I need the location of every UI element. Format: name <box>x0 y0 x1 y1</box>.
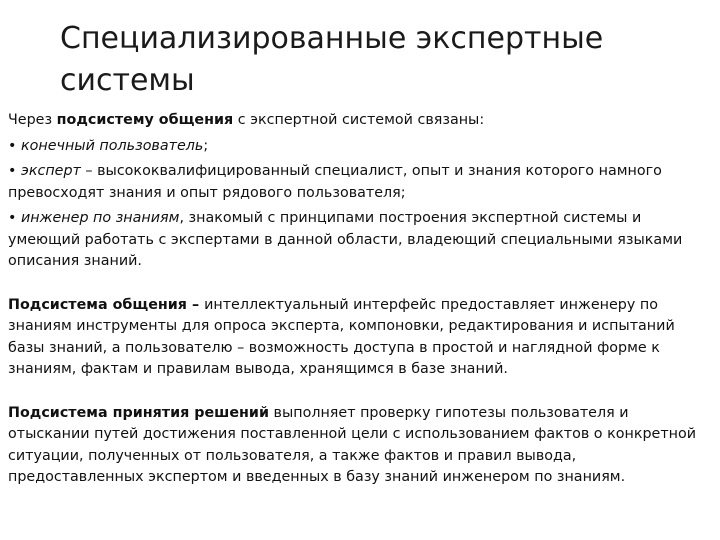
bullet-term: инженер по знаниям <box>20 210 180 226</box>
intro-prefix: Через <box>8 112 57 128</box>
intro-suffix: с экспертной системой связаны: <box>233 112 485 128</box>
paragraph-term: Подсистема общения – <box>8 296 205 313</box>
bullet-end-user <box>8 136 714 158</box>
paragraph-term: Подсистема принятия решений <box>8 404 269 421</box>
bullet-term: конечный пользователь <box>20 137 204 154</box>
bullet-knowledge-engineer <box>8 208 714 273</box>
paragraph-text: интеллектуальный интерфейс предоставляет инженеру по знаниям инструменты для опроса эксперта, компоновки, редактирования и испытаний базы знаний, а пользователю – возможность доступа в простой и наглядной форме к знаниям, фактам и правилам вывода, хранящимся в базе знаний. <box>8 296 675 377</box>
bullet-text: , знакомый с принципами построения экспертной системы и умеющий работать с экспертами в данной области, владеющий специальными языками описания знаний. <box>8 210 683 269</box>
bullet-marker: • <box>8 210 17 226</box>
bullet-text: ; <box>203 137 209 154</box>
bullet-term: эксперт <box>20 163 81 179</box>
bullet-marker: • <box>8 163 17 179</box>
paragraph-decision-subsystem <box>8 403 714 489</box>
bullet-expert <box>8 161 714 204</box>
bullet-text: – высококвалифицированный специалист, опыт и знания которого намного превосходят знания и опыт рядового пользователя; <box>8 163 662 201</box>
slide-body <box>8 110 714 489</box>
intro-paragraph <box>8 110 714 132</box>
paragraph-communication-subsystem <box>8 295 714 381</box>
slide-title: Специализированные экспертные системы <box>60 21 604 98</box>
bullet-marker: • <box>8 137 17 154</box>
paragraph-text: выполняет проверку гипотезы пользователя и отыскании путей достижения поставленной цели с использованием фактов о конкретной ситуации, полученных от пользователя, а также фактов и правил вывода, предоставленных экспертом и введенных в базу знаний инженером по знаниям. <box>8 404 697 485</box>
intro-bold-term: подсистему общения <box>56 112 234 128</box>
